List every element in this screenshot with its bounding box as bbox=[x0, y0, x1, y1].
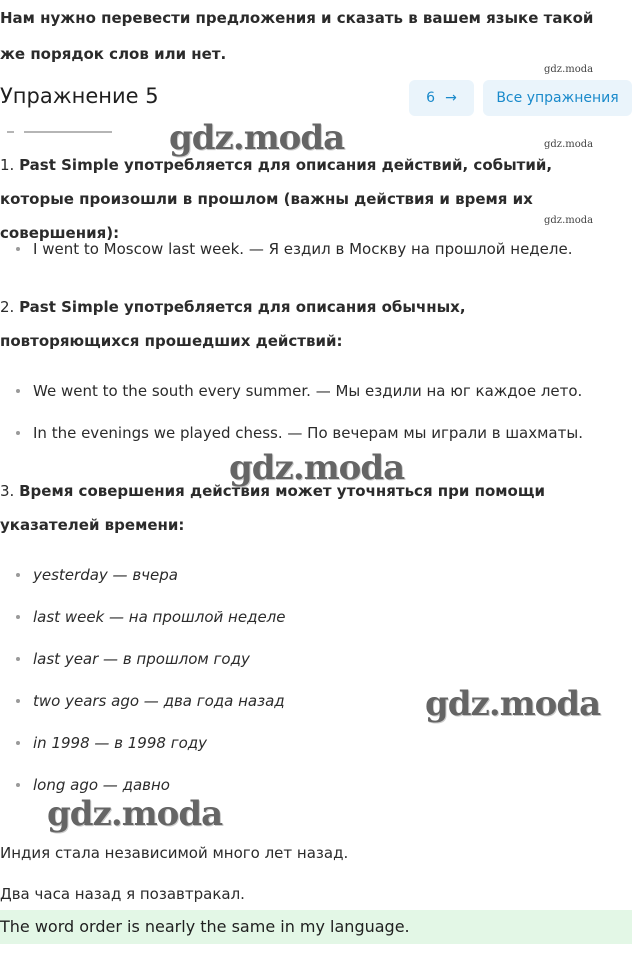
all-exercises-button[interactable]: Все упражнения bbox=[483, 80, 632, 116]
bullet-icon bbox=[16, 741, 20, 745]
watermark-big: gdz.moda bbox=[425, 684, 601, 724]
section-2-body: употребляется для описания обычных, повторяющихся прошедших действий: bbox=[0, 298, 466, 350]
watermark-small: gdz.moda bbox=[544, 139, 594, 150]
watermark-big: gdz.moda bbox=[169, 118, 345, 158]
watermark-big: gdz.moda bbox=[229, 448, 405, 488]
section-2-head: Past Simple bbox=[19, 298, 119, 316]
bullet-icon bbox=[16, 431, 20, 435]
watermark-small: gdz.moda bbox=[544, 215, 594, 226]
section-3-number: 3. bbox=[0, 482, 15, 500]
section-3-text bbox=[0, 474, 600, 542]
section-1-head: Past Simple bbox=[19, 156, 119, 174]
bullet-icon bbox=[16, 389, 20, 393]
watermark-small: gdz.moda bbox=[544, 64, 594, 75]
exercise-title: Упражнение 5 bbox=[0, 84, 159, 108]
bullet-icon bbox=[16, 573, 20, 577]
translated-sentence: Индия стала независимой много лет назад. bbox=[0, 844, 349, 862]
bullet-icon bbox=[16, 657, 20, 661]
section-1-text bbox=[0, 148, 600, 250]
answer-block bbox=[0, 910, 632, 944]
divider bbox=[24, 131, 112, 133]
bullet-icon bbox=[16, 615, 20, 619]
section-2-text bbox=[0, 290, 600, 358]
divider bbox=[7, 131, 14, 133]
section-3-body: Время совершения действия может уточняться при помощи указателей времени: bbox=[0, 482, 545, 534]
bullet-icon bbox=[16, 783, 20, 787]
bullet-icon bbox=[16, 699, 20, 703]
section-2-number: 2. bbox=[0, 298, 15, 316]
answer-text: The word order is nearly the same in my language. bbox=[0, 917, 410, 936]
translated-sentence: Два часа назад я позавтракал. bbox=[0, 885, 245, 903]
section-1-body: употребляется для описания действий, событий, которые произошли в прошлом (важны действия и время их совершения): bbox=[0, 156, 553, 242]
next-exercise-label: 6 bbox=[426, 90, 436, 106]
section-1-number: 1. bbox=[0, 156, 15, 174]
arrow-right-icon: → bbox=[445, 90, 457, 106]
intro-text: Нам нужно перевести предложения и сказать в вашем языке такой же порядок слов или нет. bbox=[0, 9, 594, 63]
next-exercise-button[interactable] bbox=[409, 80, 474, 116]
watermark-big: gdz.moda bbox=[47, 794, 223, 834]
bullet-icon bbox=[16, 247, 20, 251]
